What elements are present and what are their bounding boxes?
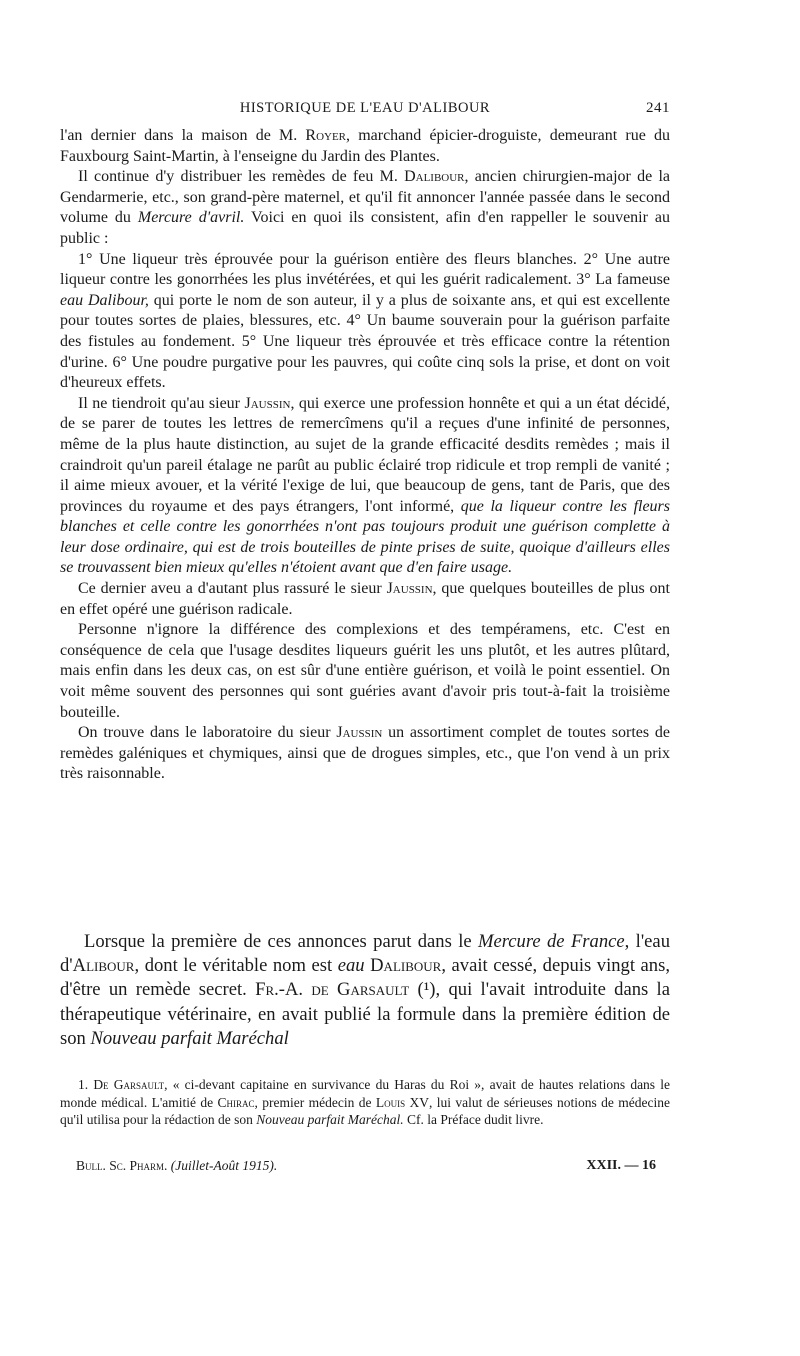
title-mercure-de-france: Mercure de France (478, 931, 625, 952)
journal-date: (Juillet-Août 1915). (170, 1158, 278, 1173)
name-royer: Royer (305, 127, 347, 144)
text-run: , lui valut de sérieuses notions de médecine qu'il utilisa pour la rédaction de son (60, 1094, 671, 1128)
paragraph-6 (60, 620, 670, 723)
name-louis-xv: Louis XV (375, 1094, 430, 1110)
name-dalibour: Dalibour (370, 955, 442, 977)
text-run: , marchand épicier-droguiste, demeurant rue du Fauxbourg Saint-Martin, à l'enseigne du Jardin des Plantes. (60, 127, 671, 165)
name-chirac: Chirac (217, 1094, 255, 1110)
text-run: Voici en quoi ils consistent, afin d'en rappeller le souvenir au public : (60, 209, 670, 247)
signature-mark: XXII. — 16 (586, 1158, 656, 1173)
text-run: , premier médecin de (254, 1094, 376, 1110)
term-eau-dalibour: eau Dalibour, (60, 291, 149, 309)
commentary-text (60, 930, 670, 1051)
page-footer (76, 1158, 656, 1180)
text-run: Cf. la Préface dudit livre. (403, 1112, 544, 1128)
text-run: 1° Une liqueur très éprouvée pour la guérison entière des fleurs blanches. 2° Une autre liqueur contre les gonorrhées les plus invétérées, et qui les guérit radicalement. 3° La fameuse (60, 250, 670, 289)
paragraph-7 (60, 723, 670, 785)
paragraph-commentary (60, 930, 670, 1051)
running-title: HISTORIQUE DE L'EAU D'ALIBOUR (239, 100, 491, 116)
text-run: , l'eau d' (60, 931, 670, 977)
text-run: , « ci-devant capitaine en survivance du Haras du Roi », avait de hautes relations dans le monde médical. L'amitié de (60, 1077, 670, 1110)
journal-name: Bull. Sc. Pharm. (76, 1158, 168, 1173)
text-run: , qui exerce une profession honnête et qui a un état décidé, de se parer de toutes les lettres de remercîmens qu'il a reçues d'une infinité de personnes, même de la plus haute distinction, au sujet de la grande efficacité desdits remèdes ; mais il craindroit qu'un pareil étalage ne parût au public éclairé trop ridicule et trop rempli de vanité ; il aime mieux avouer, et la vérité l'exige de lui, que beaucoup de gens, tant de Paris, que des provinces du royaume et des pays étrangers, l'ont informé, (60, 394, 670, 515)
page-number: 241 (646, 100, 670, 116)
name-garsault: Fr.-A. de Garsault (255, 979, 410, 1001)
text-run: , dont le véritable nom est (134, 955, 338, 977)
title-mercure: Mercure d'avril. (137, 209, 245, 227)
text-run: Il ne tiendroit qu'au sieur (78, 394, 245, 412)
name-jaussin: Jaussin (386, 580, 433, 598)
page-header (60, 98, 670, 122)
name-jaussin: Jaussin (336, 724, 383, 742)
text-run: un assortiment complet de toutes sortes de remèdes galéniques et chymiques, ainsi que de drogues simples, etc., que l'on vend à un prix très raisonnable. (60, 724, 670, 783)
text-run: Lorsque la première de ces annonces parut dans le (84, 931, 478, 952)
text-run: (¹), qui l'avait introduite dans la thérapeutique vétérinaire, en avait publié la formule dans la première édition de son (60, 979, 670, 1049)
text-run: 1. (78, 1077, 94, 1092)
paragraph-1 (60, 126, 670, 167)
paragraph-2 (60, 167, 670, 249)
footnote (60, 1076, 670, 1129)
paragraph-4 (60, 394, 670, 579)
footnote-1 (60, 1076, 670, 1129)
journal-citation (76, 1158, 277, 1174)
title-nouveau-parfait-marechal: Nouveau parfait Maréchal. (256, 1112, 404, 1128)
name-de-garsault: De Garsault (93, 1077, 165, 1092)
term-eau: eau (337, 955, 365, 977)
paragraph-5 (60, 579, 670, 620)
body-text (60, 126, 670, 785)
text-run: l'an dernier dans la maison de M. (60, 127, 306, 144)
text-run: Ce dernier aveu a d'autant plus rassuré le sieur (78, 580, 387, 598)
italic-quote: que la liqueur contre les fleurs blanches et celle contre les gonorrhées n'ont pas toujours produit une guérison complette à leur dose ordinaire, qui est de trois bouteilles de pinte prises de suite, quoique d'ailleurs elles se trouvassent bien mieux qu'elles n'étoient avant que d'en faire usage. (60, 497, 671, 577)
text-run: , ancien chirurgien-major de la Gendarmerie, etc., son grand-père maternel, et qu'il fit annoncer l'année passée dans le second volume du (60, 168, 671, 227)
name-alibour: Alibour (72, 955, 135, 977)
paragraph-3 (60, 250, 670, 394)
text-run: , que quelques bouteilles de plus ont en effet opéré une guérison radicale. (60, 580, 671, 618)
name-dalibour: Dalibour (404, 168, 465, 186)
text-run: qui porte le nom de son auteur, il y a plus de soixante ans, et qui est excellente pour toutes sortes de plaies, blessures, etc. 4° Un baume souverain pour la guérison parfaite des fistules au fondement. 5° Une liqueur très éprouvée et très efficace contre la rétention d'urine. 6° Une poudre purgative pour les pauvres, qui coûte cinq sols la prise, et dont on voit d'heureux effets. (60, 291, 671, 392)
text-run: Il continue d'y distribuer les remèdes de feu M. (78, 168, 405, 186)
text-run: On trouve dans le laboratoire du sieur (78, 724, 337, 742)
name-jaussin: Jaussin (244, 394, 291, 412)
text-run: Personne n'ignore la différence des complexions et des tempéramens, etc. C'est en conséquence de cela que l'usage desdites liqueurs guérit les uns plutôt, et les autres plûtard, mais enfin dans les deux cas, on est sûr d'une entière guérison, et voilà le point essentiel. On voit même souvent des personnes qui sont guéries avant d'avoir pris tout-à-fait la troisième bouteille. (60, 621, 670, 721)
text-run: , avait cessé, depuis vingt ans, d'être un remède secret. (60, 955, 670, 1001)
title-nouveau-parfait-marechal: Nouveau parfait Maréchal (90, 1027, 289, 1049)
